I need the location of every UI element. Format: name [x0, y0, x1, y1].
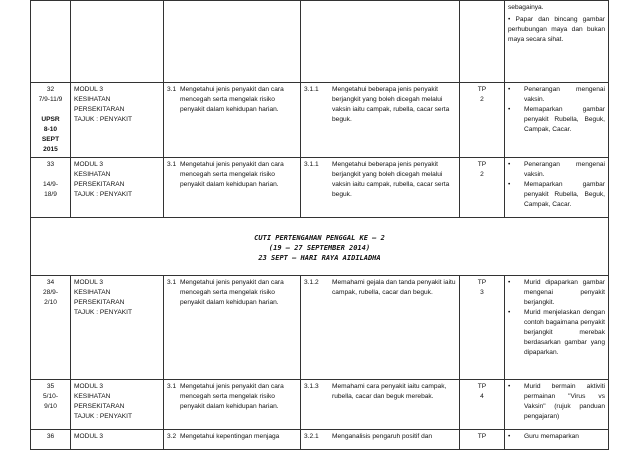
module-line: MODUL 3 — [74, 383, 104, 390]
table-row — [31, 276, 609, 380]
week-dates: 14/9- — [42, 181, 59, 188]
module-cell — [71, 1, 164, 83]
tp-level: 2 — [480, 171, 484, 178]
bullet-icon: • — [508, 161, 511, 168]
module-line: KESIHATAN — [74, 171, 111, 178]
tp-level: 3 — [480, 289, 484, 296]
week-dates: 18/9 — [44, 191, 57, 198]
table-row — [31, 158, 609, 218]
learning-outcome-cell — [301, 83, 460, 158]
activity-cell — [505, 380, 609, 430]
bullet-icon: • — [508, 181, 511, 188]
table-row — [31, 430, 609, 450]
activity-item — [508, 382, 605, 422]
activity-text: Murid menjelaskan dengan contoh bagaimana penyakit berjangkit merebak berdasarkan gambar yang dipaparkan. — [524, 309, 605, 356]
module-line: TAJUK : PENYAKIT — [74, 309, 133, 316]
week-spacer — [34, 105, 67, 115]
lesson-plan-table — [30, 0, 609, 450]
module-cell — [71, 430, 164, 450]
holiday-title: CUTI PERTENGAHAN PENGGAL KE – 2 — [254, 234, 385, 242]
activity-item — [508, 85, 605, 105]
bullet-icon: • — [508, 86, 511, 93]
week-dates: 7/9-11/9 — [38, 96, 63, 103]
outcome-number: 3.1.1 — [304, 161, 319, 168]
activity-text: Penerangan mengenai vaksin. — [524, 86, 605, 103]
tp-cell — [460, 83, 505, 158]
module-cell — [71, 380, 164, 430]
holiday-banner — [31, 218, 609, 276]
bullet-icon: • — [508, 383, 511, 390]
bullet-icon: • — [508, 433, 511, 440]
module-line: MODUL 3 — [74, 433, 104, 440]
activity-text: sebagainya. — [508, 4, 544, 11]
activity-text: Memaparkan gambar penyakit Rubella, Beguk, Campak, Cacar. — [524, 106, 605, 133]
tp-label: TP — [477, 279, 487, 286]
week-cell — [31, 1, 71, 83]
standard-cell — [164, 430, 301, 450]
learning-outcome-cell — [301, 1, 460, 83]
activity-item — [508, 160, 605, 180]
week-cell — [31, 380, 71, 430]
week-number: 36 — [46, 433, 55, 440]
tp-level: 2 — [480, 96, 484, 103]
module-line: TAJUK : PENYAKIT — [74, 413, 133, 420]
tp-cell — [460, 430, 505, 450]
tp-cell — [460, 276, 505, 380]
holiday-note: 23 SEPT – HARI RAYA AIDILADHA — [258, 254, 381, 262]
standard-cell — [164, 83, 301, 158]
activity-text: • Papar dan bincang gambar perhubungan maya dan bukan maya secara sihat. — [508, 16, 605, 43]
week-number: 35 — [46, 383, 55, 390]
outcome-number: 3.1.1 — [304, 86, 319, 93]
learning-outcome-cell — [301, 380, 460, 430]
learning-outcome-cell — [301, 276, 460, 380]
activity-text: Murid dipaparkan gambar mengenai penyakit berjangkit. — [524, 279, 605, 306]
standard-cell — [164, 276, 301, 380]
bullet-icon: • — [508, 309, 511, 316]
standard-number: 3.1 — [167, 86, 177, 93]
module-line: KESIHATAN — [74, 393, 111, 400]
exam-note: UPSR — [41, 116, 60, 123]
module-line: KESIHATAN — [74, 289, 111, 296]
activity-cell — [505, 430, 609, 450]
module-cell — [71, 276, 164, 380]
holiday-dates: (19 – 27 SEPTEMBER 2014) — [268, 244, 371, 252]
standard-cell — [164, 1, 301, 83]
activity-cell — [505, 276, 609, 380]
module-line: MODUL 3 — [74, 86, 104, 93]
module-line: PERSEKITARAN — [74, 181, 125, 188]
activity-item — [508, 180, 605, 210]
standard-cell — [164, 158, 301, 218]
standard-text: Mengetahui jenis penyakit dan cara mencegah serta mengelak risiko penyakit dalam kehidupan harian. — [180, 279, 284, 306]
module-cell — [71, 83, 164, 158]
holiday-row — [31, 218, 609, 276]
week-dates: 9/10 — [44, 403, 57, 410]
activity-item — [508, 308, 605, 358]
outcome-text: Mengetahui beberapa jenis penyakit berjangkit yang boleh dicegah melalui vaksin iaitu campak, rubella, cacar serta beguk. — [332, 161, 450, 198]
module-line: PERSEKITARAN — [74, 403, 125, 410]
bullet-icon: • — [508, 106, 511, 113]
module-line: TAJUK : PENYAKIT — [74, 191, 133, 198]
standard-number: 3.1 — [167, 279, 177, 286]
module-line: TAJUK : PENYAKIT — [74, 116, 133, 123]
week-spacer — [34, 170, 67, 180]
exam-note: 8-10 — [43, 126, 58, 133]
outcome-text: Memahami cara penyakit iaitu campak, rubella, cacar dan beguk merebak. — [332, 383, 447, 400]
week-dates: 5/10- — [42, 393, 59, 400]
activity-item — [508, 432, 605, 442]
module-line: MODUL 3 — [74, 279, 104, 286]
standard-text: Mengetahui jenis penyakit dan cara mencegah serta mengelak risiko penyakit dalam kehidupan harian. — [180, 161, 284, 188]
tp-cell — [460, 380, 505, 430]
standard-text: Mengetahui kepentingan menjaga — [180, 433, 280, 440]
activity-cell — [505, 83, 609, 158]
activity-cell — [505, 158, 609, 218]
tp-cell — [460, 1, 505, 83]
tp-level: 4 — [480, 393, 484, 400]
activity-cell — [505, 1, 609, 83]
week-number: 32 — [46, 86, 55, 93]
outcome-text: Mengetahui beberapa jenis penyakit berjangkit yang boleh dicegah melalui vaksin iaitu campak, rubella, cacar serta beguk. — [332, 86, 450, 123]
week-cell — [31, 430, 71, 450]
learning-outcome-cell — [301, 430, 460, 450]
module-cell — [71, 158, 164, 218]
table-row — [31, 380, 609, 430]
standard-number: 3.1 — [167, 161, 177, 168]
outcome-text: Menganalisis pengaruh positif dan — [332, 433, 433, 440]
week-cell — [31, 158, 71, 218]
table-row — [31, 1, 609, 83]
outcome-number: 3.1.2 — [304, 279, 319, 286]
activity-item — [508, 105, 605, 135]
week-cell — [31, 83, 71, 158]
outcome-text: Memahami gejala dan tanda penyakit iaitu campak, rubella, cacar dan beguk. — [332, 279, 456, 296]
exam-note: SEPT — [41, 136, 60, 143]
tp-cell — [460, 158, 505, 218]
week-number: 33 — [46, 161, 55, 168]
module-line: PERSEKITARAN — [74, 106, 125, 113]
module-line: PERSEKITARAN — [74, 299, 125, 306]
standard-number: 3.1 — [167, 383, 177, 390]
exam-note: 2015 — [43, 146, 58, 153]
week-dates: 28/9- — [42, 289, 59, 296]
activity-item — [508, 278, 605, 308]
module-line: KESIHATAN — [74, 96, 111, 103]
tp-label: TP — [477, 383, 487, 390]
module-line: MODUL 3 — [74, 161, 104, 168]
table-row — [31, 83, 609, 158]
outcome-number: 3.2.1 — [304, 433, 319, 440]
activity-text: Guru memaparkan — [524, 433, 579, 440]
standard-text: Mengetahui jenis penyakit dan cara mencegah serta mengelak risiko penyakit dalam kehidupan harian. — [180, 86, 284, 113]
standard-number: 3.2 — [167, 433, 177, 440]
activity-text: Penerangan mengenai vaksin. — [524, 161, 605, 178]
week-number: 34 — [46, 279, 55, 286]
outcome-number: 3.1.3 — [304, 383, 319, 390]
tp-label: TP — [477, 433, 487, 440]
learning-outcome-cell — [301, 158, 460, 218]
tp-label: TP — [477, 161, 487, 168]
week-cell — [31, 276, 71, 380]
standard-text: Mengetahui jenis penyakit dan cara mencegah serta mengelak risiko penyakit dalam kehidupan harian. — [180, 383, 284, 410]
week-dates: 2/10 — [44, 299, 57, 306]
activity-text: Memaparkan gambar penyakit Rubella, Beguk, Campak, Cacar. — [524, 181, 605, 208]
activity-text: Murid bermain aktiviti permainan "Virus vs Vaksin" (rujuk panduan pengajaran) — [524, 383, 605, 420]
bullet-icon: • — [508, 279, 511, 286]
tp-label: TP — [477, 86, 487, 93]
standard-cell — [164, 380, 301, 430]
